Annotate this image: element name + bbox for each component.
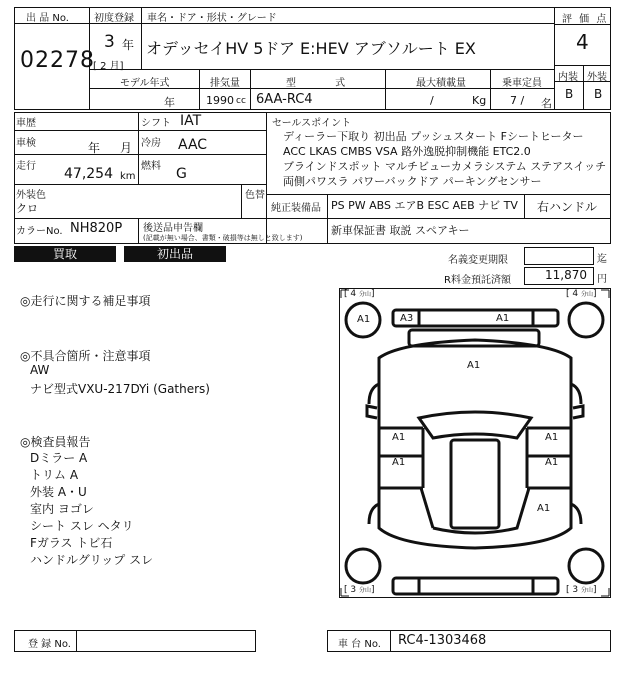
exterior-grade: B — [594, 87, 603, 101]
windshield — [419, 412, 531, 438]
lot-number: 02278 — [20, 48, 95, 73]
model-type-label: 型 式 — [286, 78, 364, 89]
sales-line-1: ディーラー下取り 初出品 プッシュスタート Fシートヒーター — [283, 130, 584, 143]
ac-label: 冷房 — [141, 138, 161, 149]
exterior-label: 外装 — [587, 72, 607, 83]
inspection-year-unit: 年 — [88, 141, 101, 155]
sales-line-2: ACC LKAS CMBS VSA 路外逸脱抑制機能 ETC2.0 — [283, 145, 531, 158]
displacement-label: 排気量 — [210, 78, 240, 89]
recycle-unit: 円 — [597, 274, 607, 285]
defect-notes-title: ◎不具合箇所・注意事項 — [20, 349, 151, 363]
first-listing-badge: 初出品 — [124, 246, 226, 262]
fuel-value: G — [176, 166, 187, 182]
model-type-value: 6AA-RC4 — [256, 92, 313, 107]
first-reg-year: 3 — [104, 32, 115, 52]
displacement-unit: cc — [236, 96, 246, 106]
year-unit: 年 — [122, 38, 135, 52]
ac-value: AAC — [178, 137, 208, 153]
ext-color-value: クロ — [16, 202, 38, 215]
retrofit-sub: (記載が無い場合、書類・破損等は無しと致します) — [143, 234, 303, 242]
capacity-value: 7 / — [510, 94, 525, 107]
lot-label: 出 品 No. — [26, 13, 69, 24]
sales-line-4: 両側パワスラ パワーバックドア パーキングセンサー — [283, 175, 542, 188]
sales-line-3: ブラインドスポット マルチビューカメラシステム ステアスイッチ — [283, 160, 607, 173]
chassis-number: RC4-1303468 — [398, 633, 487, 648]
color-no-value: NH820P — [70, 221, 123, 236]
roof — [451, 440, 499, 528]
equip-label: 純正装備品 — [271, 203, 321, 214]
inspector-line-3: 外装 A・U — [30, 485, 87, 499]
car-diagram-drawing — [339, 288, 611, 598]
front-right-wheel — [569, 303, 603, 337]
inspector-line-1: Dミラー A — [30, 451, 88, 465]
grade-value: 4 — [576, 30, 589, 54]
driving-notes-title: ◎走行に関する補足事項 — [20, 294, 151, 308]
model-year-unit: 年 — [164, 96, 175, 109]
shift-value: IAT — [180, 113, 202, 129]
history-label: 車歴 — [16, 118, 36, 129]
mark-right-rear-door: A1 — [545, 457, 559, 468]
rear-window — [433, 488, 529, 533]
tire-rear-left: [ 3 分山] — [344, 585, 375, 595]
rear-right-wheel — [569, 549, 603, 583]
fuel-label: 燃料 — [141, 161, 161, 172]
capacity-label: 乗車定員 — [502, 78, 542, 89]
inspector-title: ◎検査員報告 — [20, 435, 91, 449]
mark-front-wheel-left: A1 — [357, 314, 371, 325]
recycle-value: 11,870 — [545, 268, 587, 282]
interior-label: 内装 — [558, 72, 578, 83]
tire-front-right: [ 4 分山] — [566, 289, 597, 299]
mark-left-rear-door: A1 — [392, 457, 406, 468]
max-load-label: 最大積載量 — [416, 78, 466, 89]
car-name-label: 車名・ドア・形状・グレード — [147, 13, 277, 24]
first-reg-month: [ 2 月] — [93, 61, 124, 72]
inspector-line-5: シート スレ ヘタリ — [30, 519, 134, 533]
tire-front-left: [ 4 分山] — [344, 289, 375, 299]
car-name: オデッセイHV 5ドア E:HEV アブソルート EX — [146, 39, 476, 58]
grade-label: 評 価 点 — [562, 14, 609, 25]
inspector-line-6: Fガラス トビ石 — [30, 536, 113, 550]
mark-front-bumper-center: A1 — [496, 313, 510, 324]
buy-badge: 買取 — [14, 246, 116, 262]
tire-rear-right: [ 3 分山] — [566, 585, 597, 595]
mileage-label: 走行 — [16, 161, 36, 172]
mileage-value: 47,254 — [64, 166, 113, 182]
capacity-unit: 名 — [541, 97, 552, 110]
displacement-value: 1990 — [206, 94, 234, 107]
mark-front-bumper-left: A3 — [400, 313, 414, 324]
ext-color-label: 外装色 — [16, 190, 46, 201]
inspector-line-2: トリム A — [30, 468, 79, 482]
max-load-unit: Kg — [472, 94, 487, 107]
name-change-unit: 迄 — [597, 254, 607, 265]
steering-value: 右ハンドル — [537, 200, 598, 214]
first-reg-label: 初度登録 — [94, 13, 134, 24]
interior-grade: B — [565, 87, 574, 101]
color-change-label: 色替 — [245, 190, 265, 201]
retrofit-label: 後送品申告欄 — [143, 223, 203, 234]
defect-line-2: ナビ型式VXU-217DYi (Gathers) — [30, 382, 210, 396]
name-change-box — [524, 247, 594, 265]
sales-label: セールスポイント — [272, 118, 352, 129]
warranty-value: 新車保証書 取説 スペアキー — [331, 224, 470, 237]
equip-value: PS PW ABS エアB ESC AEB ナビ TV — [331, 199, 518, 212]
inspection-label: 車検 — [16, 138, 36, 149]
car-body — [379, 340, 571, 548]
reg-no-label: 登 録 No. — [28, 639, 71, 650]
mark-right-front-door: A1 — [545, 432, 559, 443]
mark-rear-quarter-right: A1 — [537, 503, 551, 514]
mark-left-front-door: A1 — [392, 432, 406, 443]
recycle-label: R料金預託済額 — [444, 275, 511, 286]
max-load-slash: / — [430, 94, 434, 107]
model-year-label: モデル年式 — [120, 78, 170, 89]
name-change-label: 名義変更期限 — [448, 255, 508, 266]
inspection-month-unit: 月 — [120, 141, 133, 155]
defect-line-1: AW — [30, 363, 50, 377]
shift-label: シフト — [141, 118, 171, 129]
mileage-unit: km — [120, 171, 136, 182]
chassis-label: 車 台 No. — [338, 639, 381, 650]
mark-hood: A1 — [467, 360, 481, 371]
inspector-line-7: ハンドルグリップ スレ — [30, 553, 154, 567]
rear-left-wheel — [346, 549, 380, 583]
inspector-line-4: 室内 ヨゴレ — [30, 502, 94, 516]
color-no-label: カラーNo. — [16, 226, 63, 237]
